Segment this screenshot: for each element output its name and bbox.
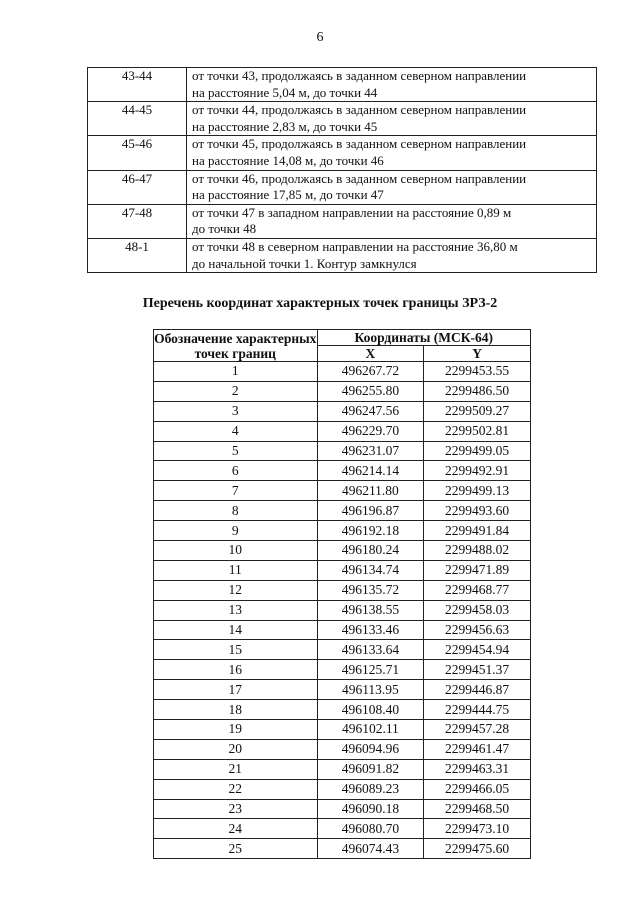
coord-x: 496089.23 xyxy=(317,779,424,799)
point-number: 7 xyxy=(154,481,318,501)
point-number: 8 xyxy=(154,501,318,521)
coord-y: 2299458.03 xyxy=(424,600,531,620)
segment-code: 46-47 xyxy=(88,170,187,204)
segment-description xyxy=(187,102,597,136)
table-row xyxy=(154,660,531,680)
segment-code: 47-48 xyxy=(88,204,187,238)
segment-description xyxy=(187,170,597,204)
coord-x: 496102.11 xyxy=(317,720,424,740)
segment-description-line: на расстояние 5,04 м, до точки 44 xyxy=(192,84,378,100)
point-number: 9 xyxy=(154,521,318,541)
segment-description xyxy=(187,238,597,272)
segment-description-line: от точки 44, продолжаясь в заданном северном направлении xyxy=(192,102,527,118)
table-row xyxy=(154,620,531,640)
point-number: 19 xyxy=(154,720,318,740)
table-row xyxy=(154,441,531,461)
point-number: 4 xyxy=(154,421,318,441)
table-row xyxy=(154,799,531,819)
coord-y: 2299468.50 xyxy=(424,799,531,819)
segment-description-line: от точки 45, продолжаясь в заданном северном направлении xyxy=(192,136,527,152)
coord-x: 496135.72 xyxy=(317,580,424,600)
point-number: 3 xyxy=(154,401,318,421)
point-number: 18 xyxy=(154,700,318,720)
header-y: Y xyxy=(424,346,531,362)
segment-description-line: до начальной точки 1. Контур замкнулся xyxy=(192,255,417,271)
coord-x: 496094.96 xyxy=(317,739,424,759)
segment-description-line: на расстояние 14,08 м, до точки 46 xyxy=(192,152,384,168)
segment-code: 48-1 xyxy=(88,238,187,272)
segment-row xyxy=(88,170,597,204)
coord-y: 2299463.31 xyxy=(424,759,531,779)
segment-description-line: на расстояние 2,83 м, до точки 45 xyxy=(192,118,378,134)
coord-y: 2299502.81 xyxy=(424,421,531,441)
point-number: 1 xyxy=(154,362,318,382)
boundary-description-table xyxy=(87,67,597,273)
point-number: 21 xyxy=(154,759,318,779)
point-number: 15 xyxy=(154,640,318,660)
coord-y: 2299444.75 xyxy=(424,700,531,720)
table-row xyxy=(154,640,531,660)
segment-row xyxy=(88,102,597,136)
coord-y: 2299509.27 xyxy=(424,401,531,421)
coord-x: 496211.80 xyxy=(317,481,424,501)
segment-row xyxy=(88,204,597,238)
coord-y: 2299453.55 xyxy=(424,362,531,382)
coord-x: 496074.43 xyxy=(317,839,424,859)
table-row xyxy=(154,381,531,401)
coord-x: 496229.70 xyxy=(317,421,424,441)
coord-y: 2299454.94 xyxy=(424,640,531,660)
table-row xyxy=(154,541,531,561)
point-number: 11 xyxy=(154,560,318,580)
coord-x: 496125.71 xyxy=(317,660,424,680)
point-number: 13 xyxy=(154,600,318,620)
segment-row xyxy=(88,238,597,272)
point-number: 6 xyxy=(154,461,318,481)
coord-x: 496133.46 xyxy=(317,620,424,640)
table-row xyxy=(154,680,531,700)
table-row xyxy=(154,560,531,580)
segment-description-line: от точки 43, продолжаясь в заданном северном направлении xyxy=(192,68,527,83)
table-row xyxy=(154,401,531,421)
table-row xyxy=(154,421,531,441)
coord-x: 496133.64 xyxy=(317,640,424,660)
segment-description xyxy=(187,136,597,170)
segment-row xyxy=(88,136,597,170)
segment-description xyxy=(187,204,597,238)
table-row xyxy=(154,759,531,779)
coord-x: 496180.24 xyxy=(317,541,424,561)
segment-code: 45-46 xyxy=(88,136,187,170)
header-coordinates: Координаты (МСК-64) xyxy=(317,330,530,346)
coord-y: 2299492.91 xyxy=(424,461,531,481)
coord-x: 496231.07 xyxy=(317,441,424,461)
header-x: X xyxy=(317,346,424,362)
coord-x: 496138.55 xyxy=(317,600,424,620)
segment-code: 43-44 xyxy=(88,68,187,102)
point-number: 14 xyxy=(154,620,318,640)
point-number: 22 xyxy=(154,779,318,799)
point-number: 24 xyxy=(154,819,318,839)
coord-y: 2299468.77 xyxy=(424,580,531,600)
table-row xyxy=(154,521,531,541)
table-row xyxy=(154,839,531,859)
coord-y: 2299475.60 xyxy=(424,839,531,859)
coord-y: 2299491.84 xyxy=(424,521,531,541)
table-row xyxy=(154,501,531,521)
coord-y: 2299461.47 xyxy=(424,739,531,759)
coord-y: 2299486.50 xyxy=(424,381,531,401)
header-points: Обозначение характерных точек границ xyxy=(154,330,317,361)
table-row xyxy=(154,739,531,759)
table-row xyxy=(154,600,531,620)
coord-y: 2299493.60 xyxy=(424,501,531,521)
table-row xyxy=(154,461,531,481)
coord-y: 2299499.05 xyxy=(424,441,531,461)
table-row xyxy=(154,819,531,839)
coord-y: 2299466.05 xyxy=(424,779,531,799)
coord-x: 496113.95 xyxy=(317,680,424,700)
coord-x: 496196.87 xyxy=(317,501,424,521)
point-number: 12 xyxy=(154,580,318,600)
segment-description-line: от точки 47 в западном направлении на расстояние 0,89 м xyxy=(192,204,512,220)
point-number: 10 xyxy=(154,541,318,561)
point-number: 20 xyxy=(154,739,318,759)
coord-x: 496091.82 xyxy=(317,759,424,779)
coordinates-table xyxy=(153,329,531,859)
coord-y: 2299488.02 xyxy=(424,541,531,561)
point-number: 2 xyxy=(154,381,318,401)
coord-y: 2299471.89 xyxy=(424,560,531,580)
coord-y: 2299456.63 xyxy=(424,620,531,640)
point-number: 16 xyxy=(154,660,318,680)
point-number: 5 xyxy=(154,441,318,461)
coord-x: 496090.18 xyxy=(317,799,424,819)
point-number: 25 xyxy=(154,839,318,859)
coord-y: 2299473.10 xyxy=(424,819,531,839)
segment-description-line: от точки 48 в северном направлении на расстояние 36,80 м xyxy=(192,238,518,254)
table-row xyxy=(154,580,531,600)
table-row xyxy=(154,700,531,720)
coord-x: 496247.56 xyxy=(317,401,424,421)
point-number: 17 xyxy=(154,680,318,700)
table-row xyxy=(154,779,531,799)
table-row xyxy=(154,720,531,740)
segment-code: 44-45 xyxy=(88,102,187,136)
segment-description-line: от точки 46, продолжаясь в заданном северном направлении xyxy=(192,170,527,186)
section-title: Перечень координат характерных точек границы ЗРЗ-2 xyxy=(142,296,498,311)
table-row xyxy=(154,481,531,501)
page-number: 6 xyxy=(316,30,324,45)
segment-row xyxy=(88,68,597,102)
coord-y: 2299446.87 xyxy=(424,680,531,700)
coord-x: 496134.74 xyxy=(317,560,424,580)
coord-x: 496080.70 xyxy=(317,819,424,839)
coord-x: 496255.80 xyxy=(317,381,424,401)
point-number: 23 xyxy=(154,799,318,819)
coord-y: 2299457.28 xyxy=(424,720,531,740)
coord-x: 496192.18 xyxy=(317,521,424,541)
segment-description-line: до точки 48 xyxy=(192,221,257,237)
segment-description xyxy=(187,68,597,102)
coord-y: 2299499.13 xyxy=(424,481,531,501)
table-row xyxy=(154,362,531,382)
coord-y: 2299451.37 xyxy=(424,660,531,680)
coord-x: 496108.40 xyxy=(317,700,424,720)
segment-description-line: на расстояние 17,85 м, до точки 47 xyxy=(192,187,384,203)
coord-x: 496214.14 xyxy=(317,461,424,481)
coord-x: 496267.72 xyxy=(317,362,424,382)
